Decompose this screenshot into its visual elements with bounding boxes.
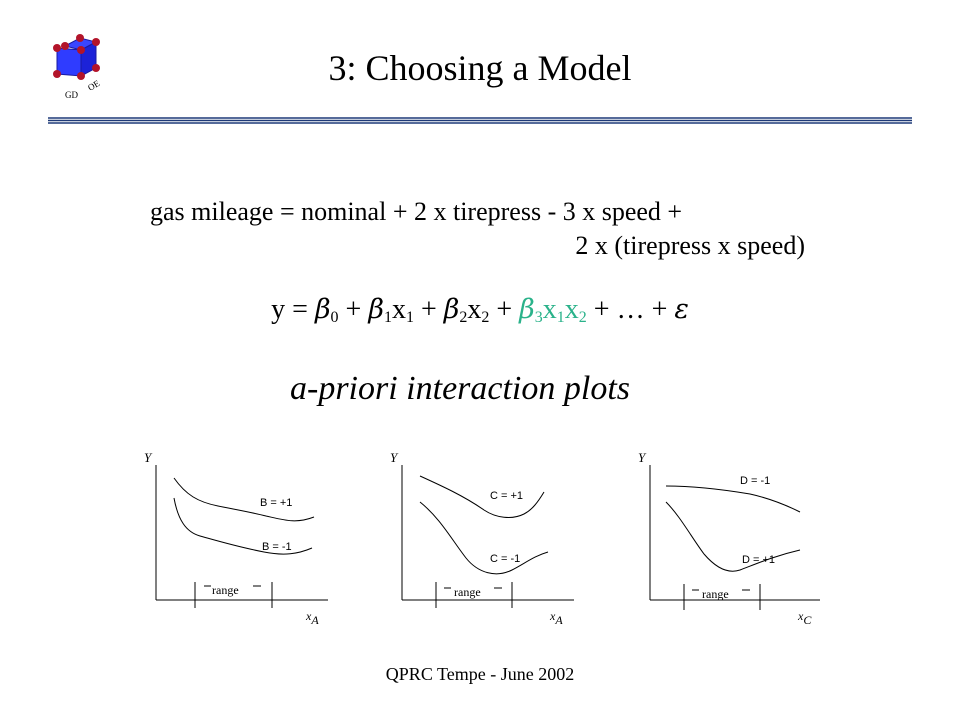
subscript: 1 xyxy=(383,309,392,326)
upper-curve xyxy=(174,478,314,521)
plus-sign: + xyxy=(593,294,610,325)
epsilon-symbol: ε xyxy=(674,294,689,325)
variable-x: x xyxy=(467,294,482,325)
regression-model xyxy=(0,292,960,328)
footer: QPRC Tempe - June 2002 xyxy=(385,664,575,684)
equation-line-2: 2 x (tirepress x speed) xyxy=(575,231,805,260)
beta-symbol: β xyxy=(314,294,331,325)
beta-symbol: β xyxy=(519,294,535,325)
lower-curve xyxy=(420,502,548,574)
logo-label-oe: OE xyxy=(86,78,102,93)
x-axis-label: xC xyxy=(798,609,812,627)
plus-sign: + xyxy=(420,294,437,325)
title-divider xyxy=(48,117,912,125)
upper-curve xyxy=(420,476,544,517)
range-label: range xyxy=(702,587,729,601)
beta-symbol: β xyxy=(368,294,384,325)
x-axis-label: xA xyxy=(306,609,319,627)
plus-sign: + xyxy=(651,294,668,325)
subscript: 2 xyxy=(578,309,587,326)
subscript: 1 xyxy=(405,309,414,326)
plus-sign: + xyxy=(496,294,513,325)
upper-curve xyxy=(666,486,800,512)
subtitle: a-priori interaction plots xyxy=(290,370,630,407)
slide-title: 3: Choosing a Model xyxy=(328,48,632,88)
beta-symbol: β xyxy=(443,294,460,325)
range-label: range xyxy=(212,583,239,597)
model-equals: = xyxy=(292,294,308,325)
x-axis-label: xA xyxy=(550,609,563,627)
ellipsis: … xyxy=(616,294,645,325)
lower-curve-label: B = -1 xyxy=(262,541,292,553)
variable-x: x xyxy=(564,294,579,325)
equation-line-1: gas mileage = nominal + 2 x tirepress - 3 x speed + xyxy=(150,197,683,226)
y-axis-label: Y xyxy=(390,450,398,465)
interaction-plot-2 xyxy=(384,440,584,630)
lower-curve-label: D = +1 xyxy=(742,554,776,566)
logo-label-gd: GD xyxy=(65,90,78,100)
interaction-plot-1 xyxy=(138,440,338,630)
interaction-term xyxy=(519,294,587,325)
subscript: 2 xyxy=(481,309,490,326)
subscript: 2 xyxy=(459,309,468,326)
y-axis-label: Y xyxy=(638,450,646,465)
subscript: 1 xyxy=(556,309,565,326)
y-axis-label: Y xyxy=(144,450,152,465)
range-label: range xyxy=(454,585,481,599)
upper-curve-label: C = +1 xyxy=(490,490,524,502)
variable-x: x xyxy=(391,294,406,325)
upper-curve-label: B = +1 xyxy=(260,497,293,509)
subscript: 3 xyxy=(534,309,543,326)
lower-curve xyxy=(666,502,800,571)
subscript: 0 xyxy=(330,309,339,326)
lower-curve-label: C = -1 xyxy=(490,553,521,565)
model-lhs: y xyxy=(271,294,286,325)
variable-x: x xyxy=(542,294,557,325)
interaction-plot-3 xyxy=(628,440,828,630)
plus-sign: + xyxy=(345,294,362,325)
upper-curve-label: D = -1 xyxy=(740,475,771,487)
